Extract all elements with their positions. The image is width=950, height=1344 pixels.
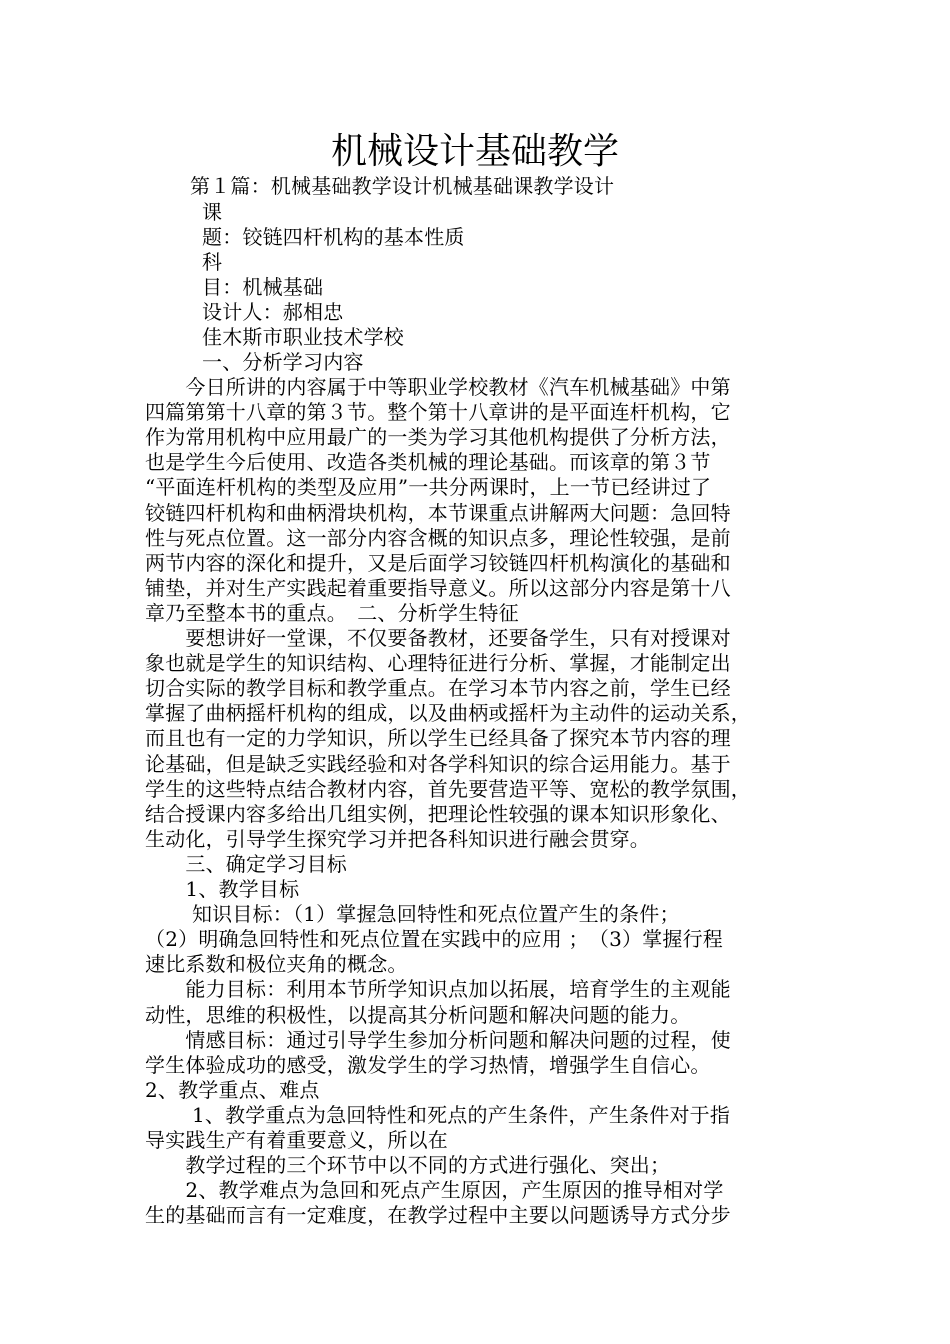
- header-line: 第１篇：机械基础教学设计机械基础课教学设计: [190, 174, 615, 198]
- header-line: 目：机械基础: [202, 275, 324, 299]
- body-line: 两节内容的深化和提升，又是后面学习铰链四杆机构演化的基础和: [145, 550, 731, 575]
- body-line: 作为常用机构中应用最广的一类为学习其他机构提供了分析方法，: [145, 425, 731, 450]
- body-line: 象也就是学生的知识结构、心理特征进行分析、掌握，才能制定出: [145, 651, 731, 676]
- body-line: 2、教学难点为急回和死点产生原因，产生原因的推导相对学: [145, 1178, 724, 1203]
- section-heading: 一、分析学习内容: [202, 350, 364, 374]
- body-line: 也是学生今后使用、改造各类机械的理论基础。而该章的第３节: [145, 450, 711, 475]
- body-line: 掌握了曲柄摇杆机构的组成，以及曲柄或摇杆为主动件的运动关系，: [145, 701, 751, 726]
- body-line: 要想讲好一堂课，不仅要备教材，还要备学生，只有对授课对: [145, 626, 731, 650]
- header-line: 设计人：郝相忠: [202, 300, 344, 324]
- document-title: 机械设计基础教学: [330, 131, 619, 172]
- header-line: 题：铰链四杆机构的基本性质: [202, 225, 465, 249]
- body-line: 1、教学重点为急回特性和死点的产生条件，产生条件对于指: [145, 1102, 731, 1127]
- body-line: 生的基础而言有一定难度，在教学过程中主要以问题诱导方式分步: [145, 1203, 731, 1228]
- body-line: 1、教学目标: [145, 877, 300, 901]
- body-line: 2、教学重点、难点: [145, 1077, 320, 1102]
- body-line: 速比系数和极位夹角的概念。: [145, 952, 408, 977]
- body-line: 学生体验成功的感受，激发学生的学习热情，增强学生自信心。: [145, 1052, 711, 1077]
- body-line: 教学过程的三个环节中以不同的方式进行强化、突出；: [145, 1153, 671, 1178]
- body-line: 论基础，但是缺乏实践经验和对各学科知识的综合运用能力。基于: [145, 751, 731, 776]
- body-line: 章乃至整本书的重点。 二、分析学生特征: [145, 600, 519, 625]
- body-line: 而且也有一定的力学知识，所以学生已经具备了探究本节内容的理: [145, 726, 731, 751]
- body-line: （2）明确急回特性和死点位置在实践中的应用 ； （3）掌握行程: [145, 927, 724, 952]
- body-line: 结合授课内容多给出几组实例，把理论性较强的课本知识形象化、: [145, 801, 731, 826]
- body-line: 动性，思维的积极性，以提高其分析问题和解决问题的能力。: [145, 1002, 691, 1027]
- body-line: 铺垫，并对生产实践起着重要指导意义。所以这部分内容是第十八: [145, 575, 731, 600]
- body-line: 情感目标：通过引导学生参加分析问题和解决问题的过程，使: [145, 1027, 731, 1052]
- body-line: 三、确定学习目标: [145, 851, 347, 876]
- header-line: 佳木斯市职业技术学校: [202, 325, 404, 349]
- body-line: 四篇第第十八章的第３节。整个第十八章讲的是平面连杆机构，它: [145, 400, 731, 425]
- body-line: 能力目标：利用本节所学知识点加以拓展，培育学生的主观能: [145, 977, 731, 1002]
- body-line: 生动化，引导学生探究学习并把各科知识进行融会贯穿。: [145, 826, 650, 851]
- body-line: 性与死点位置。这一部分内容含概的知识点多，理论性较强，是前: [145, 525, 731, 550]
- body-line: 导实践生产有着重要意义，所以在: [145, 1128, 448, 1152]
- header-line: 科: [202, 250, 223, 274]
- body-line: 学生的这些特点结合教材内容，首先要营造平等、宽松的教学氛围，: [145, 776, 751, 801]
- body-line: “平面连杆机构的类型及应用”一共分两课时，上一节已经讲过了: [145, 475, 712, 500]
- body-line: 今日所讲的内容属于中等职业学校教材《汽车机械基础》中第: [145, 375, 731, 399]
- body-line: 切合实际的教学目标和教学重点。在学习本节内容之前，学生已经: [145, 676, 731, 701]
- body-line: 知识目标：（1）掌握急回特性和死点位置产生的条件；: [145, 902, 680, 927]
- body-line: 铰链四杆机构和曲柄滑块机构，本节课重点讲解两大问题：急回特: [145, 500, 731, 525]
- header-line: 课: [202, 200, 223, 224]
